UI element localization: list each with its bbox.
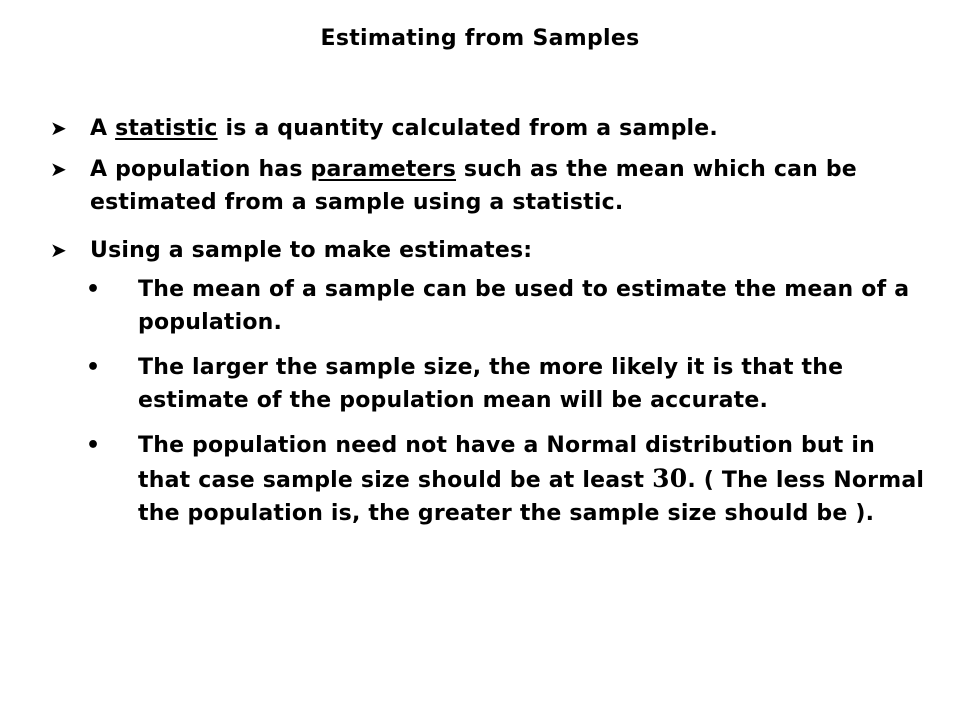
point-estimates bbox=[50, 234, 930, 530]
point-parameters bbox=[50, 153, 930, 219]
term-statistic: statistic bbox=[115, 116, 218, 141]
dot-bullet-icon: • bbox=[86, 277, 101, 302]
bullet-text: The larger the sample size, the more likely it is that the estimate of the population mean will be accurate. bbox=[138, 355, 844, 413]
point-text: A population has bbox=[90, 157, 311, 182]
point-text: Using a sample to make estimates: bbox=[90, 238, 533, 263]
bullet-text: The mean of a sample can be used to estimate the mean of a population. bbox=[138, 277, 910, 335]
sub-bullet-list bbox=[80, 273, 930, 530]
arrow-bullet-icon: ➤ bbox=[50, 238, 67, 262]
point-text: A bbox=[90, 116, 116, 141]
slide-title: Estimating from Samples bbox=[320, 26, 640, 51]
bullet-text: The population need not have a Normal distribution but in that case sample size should be at least bbox=[138, 433, 875, 493]
point-text: is a quantity calculated from a sample. bbox=[217, 116, 718, 141]
sub-bullet-normal-distribution bbox=[80, 429, 930, 530]
dot-bullet-icon: • bbox=[86, 433, 101, 458]
bullet-text: . ( The less Normal the population is, the greater the sample size should be ). bbox=[138, 468, 925, 526]
point-statistic bbox=[50, 112, 930, 145]
arrow-bullet-icon: ➤ bbox=[50, 116, 67, 140]
term-parameters: parameters bbox=[310, 157, 457, 182]
sub-bullet-sample-mean bbox=[80, 273, 930, 339]
arrow-bullet-icon: ➤ bbox=[50, 157, 67, 181]
sub-bullet-sample-size bbox=[80, 351, 930, 417]
dot-bullet-icon: • bbox=[86, 355, 101, 380]
min-sample-size: 30 bbox=[652, 464, 688, 493]
point-text: such as the mean which can be estimated from a sample using a statistic. bbox=[90, 157, 857, 215]
content-area bbox=[50, 112, 930, 542]
